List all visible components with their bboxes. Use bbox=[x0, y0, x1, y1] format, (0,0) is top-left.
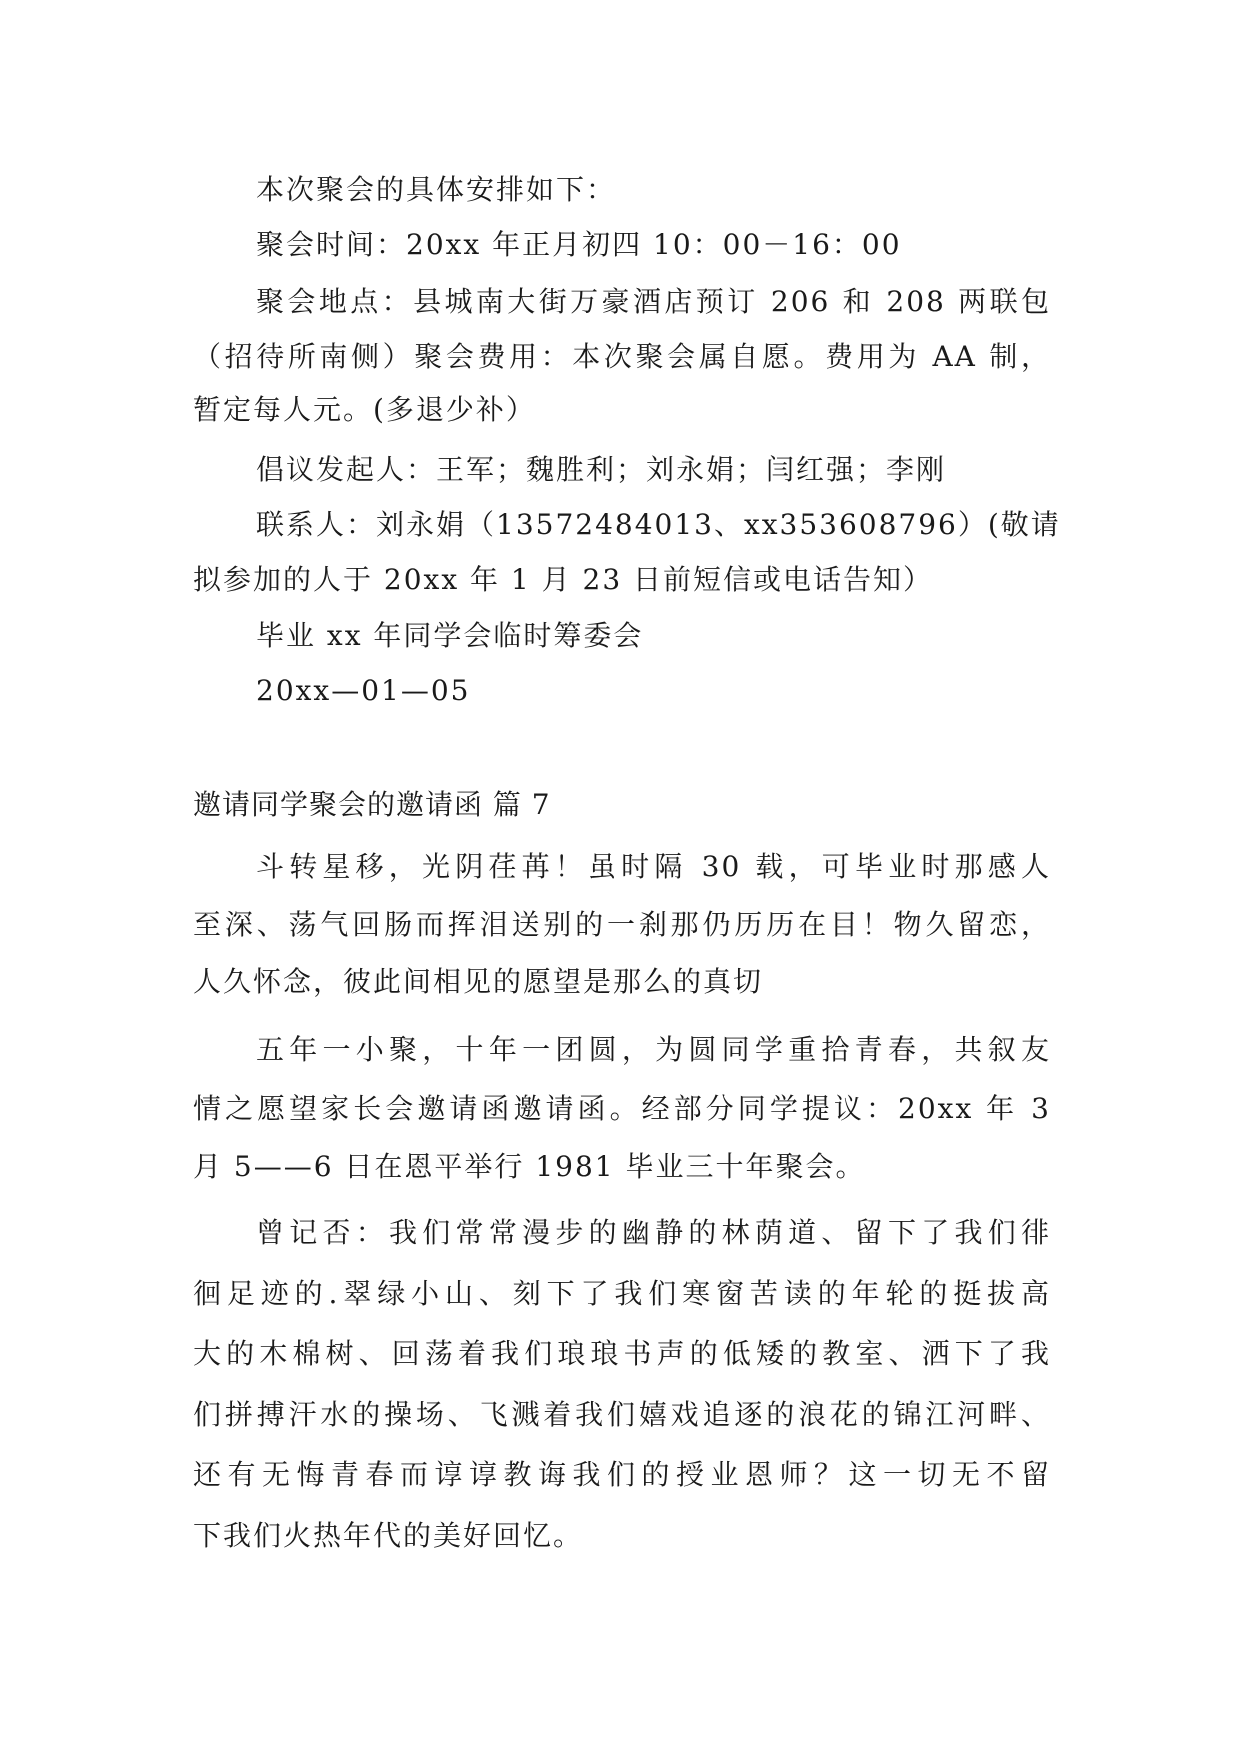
paragraph-1-line-3: 人久怀念，彼此间相见的愿望是那么的真切 bbox=[193, 965, 764, 998]
contact-person: 联系人：刘永娟（13572484013、xx353608796）(敬请 bbox=[256, 508, 1061, 541]
paragraph-2-line-1: 五年一小聚，十年一团圆，为圆同学重拾青春，共叙友 bbox=[256, 1033, 1051, 1066]
paragraph-2-line-3: 月 5——6 日在恩平举行 1981 毕业三十年聚会。 bbox=[193, 1150, 866, 1183]
paragraph-3-line-2: 徊足迹的.翠绿小山、刻下了我们寒窗苦读的年轮的挺拔高 bbox=[193, 1277, 1051, 1310]
paragraph-3-line-1: 曾记否：我们常常漫步的幽静的林荫道、留下了我们徘 bbox=[256, 1216, 1051, 1249]
arrangement-intro: 本次聚会的具体安排如下： bbox=[256, 173, 617, 206]
gathering-time: 聚会时间：20xx 年正月初四 10：00－16：00 bbox=[256, 228, 902, 261]
paragraph-3-line-5: 还有无悔青春而谆谆教诲我们的授业恩师？这一切无不留 bbox=[193, 1458, 1051, 1491]
paragraph-3-line-4: 们拼搏汗水的操场、飞溅着我们嬉戏追逐的浪花的锦江河畔、 bbox=[193, 1398, 1051, 1431]
section-title: 邀请同学聚会的邀请函 篇 7 bbox=[193, 788, 551, 821]
signature-date: 20xx—01—05 bbox=[256, 674, 471, 707]
committee-signature: 毕业 xx 年同学会临时筹委会 bbox=[256, 619, 644, 652]
paragraph-2-line-2: 情之愿望家长会邀请函邀请函。经部分同学提议：20xx 年 3 bbox=[193, 1092, 1051, 1125]
gathering-location: 聚会地点：县城南大街万豪酒店预订 206 和 208 两联包 bbox=[256, 285, 1051, 318]
paragraph-1-line-2: 至深、荡气回肠而挥泪送别的一刹那仍历历在目！物久留恋， bbox=[193, 908, 1051, 941]
paragraph-1-line-1: 斗转星移，光阴荏苒！虽时隔 30 载，可毕业时那感人 bbox=[256, 850, 1051, 883]
initiators: 倡议发起人：王军；魏胜利；刘永娟；闫红强；李刚 bbox=[256, 453, 947, 486]
paragraph-3-line-6: 下我们火热年代的美好回忆。 bbox=[193, 1519, 584, 1552]
gathering-fee-cont: 暂定每人元。(多退少补） bbox=[193, 393, 536, 426]
gathering-fee: （招待所南侧）聚会费用：本次聚会属自愿。费用为 AA 制， bbox=[193, 340, 1051, 373]
paragraph-3-line-3: 大的木棉树、回荡着我们琅琅书声的低矮的教室、洒下了我 bbox=[193, 1337, 1051, 1370]
contact-person-cont: 拟参加的人于 20xx 年 1 月 23 日前短信或电话告知） bbox=[193, 563, 934, 596]
